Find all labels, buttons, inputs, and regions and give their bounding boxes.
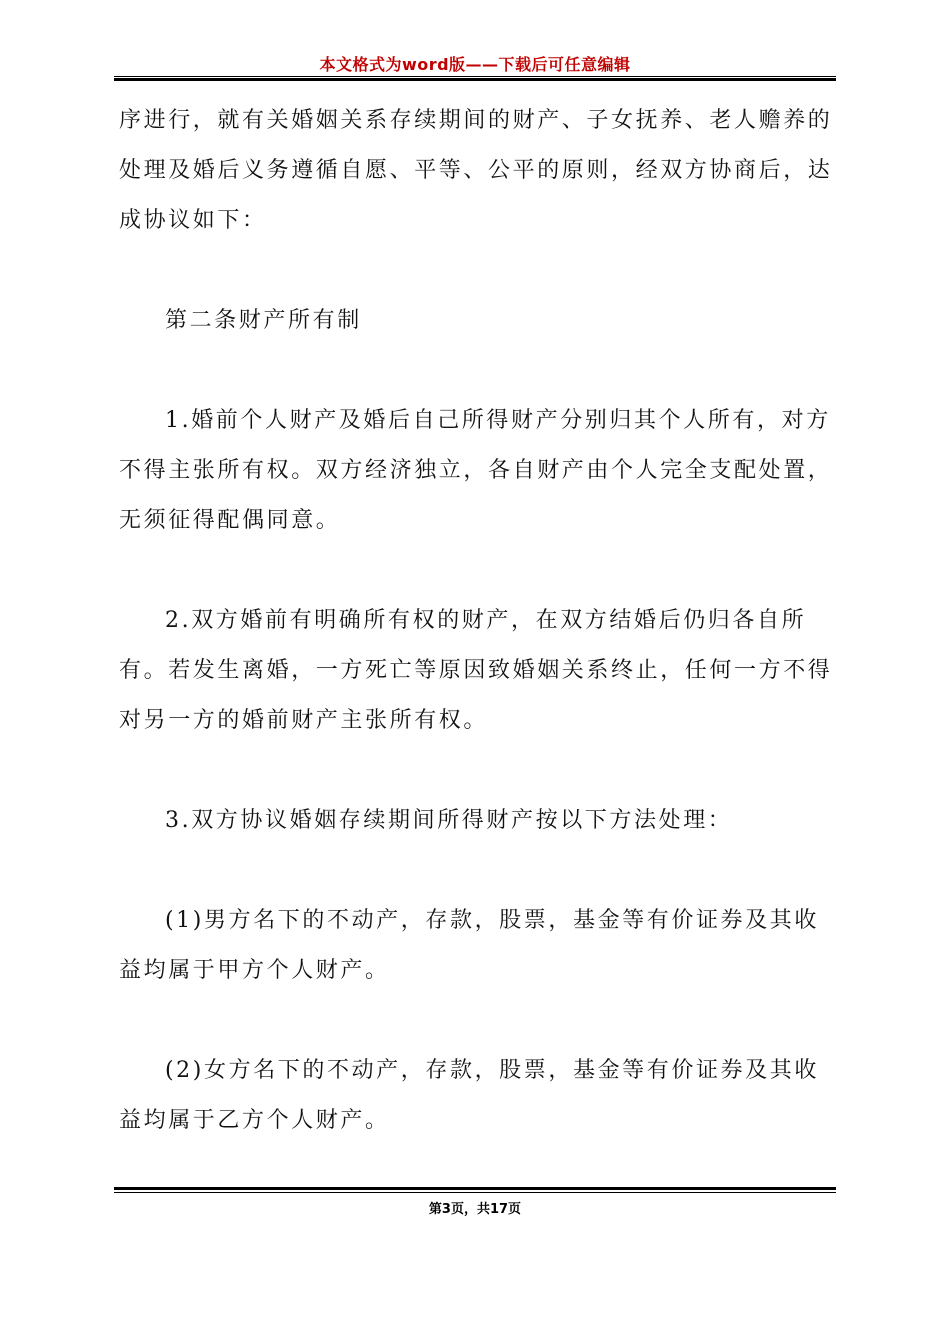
paragraph-intro-continued: 序进行，就有关婚姻关系存续期间的财产、子女抚养、老人赡养的处理及婚后义务遵循自愿、平等、公平的原则，经双方协商后，达成协议如下： [119, 108, 833, 233]
page-number: 第3页，共17页 [428, 1202, 522, 1217]
document-body [119, 96, 839, 1146]
document-header-title: 本文格式为word版——下载后可任意编辑 [319, 55, 631, 74]
footer-rule-thin [114, 1192, 836, 1193]
header-rule-thick [114, 78, 836, 81]
paragraph-subclause-2: (2)女方名下的不动产，存款，股票，基金等有价证券及其收益均属于乙方个人财产。 [119, 1058, 819, 1133]
header-rule-thin [114, 76, 836, 77]
paragraph-subclause-1: (1)男方名下的不动产，存款，股票，基金等有价证券及其收益均属于甲方个人财产。 [119, 908, 819, 983]
section-heading-article-2: 第二条财产所有制 [165, 308, 362, 333]
paragraph-gap [119, 846, 839, 896]
paragraph-gap [119, 346, 839, 396]
paragraph-clause-3: 3.双方协议婚姻存续期间所得财产按以下方法处理： [165, 808, 733, 833]
footer-rule-thick [114, 1187, 836, 1190]
paragraph-clause-1: 1.婚前个人财产及婚后自己所得财产分别归其个人所有，对方不得主张所有权。双方经济独立，各自财产由个人完全支配处置，无须征得配偶同意。 [119, 408, 833, 533]
paragraph-clause-2: 2.双方婚前有明确所有权的财产，在双方结婚后仍归各自所有。若发生离婚，一方死亡等原因致婚姻关系终止，任何一方不得对另一方的婚前财产主张所有权。 [119, 608, 833, 733]
paragraph-gap [119, 246, 839, 296]
paragraph-gap [119, 996, 839, 1046]
paragraph-gap [119, 546, 839, 596]
paragraph-gap [119, 746, 839, 796]
